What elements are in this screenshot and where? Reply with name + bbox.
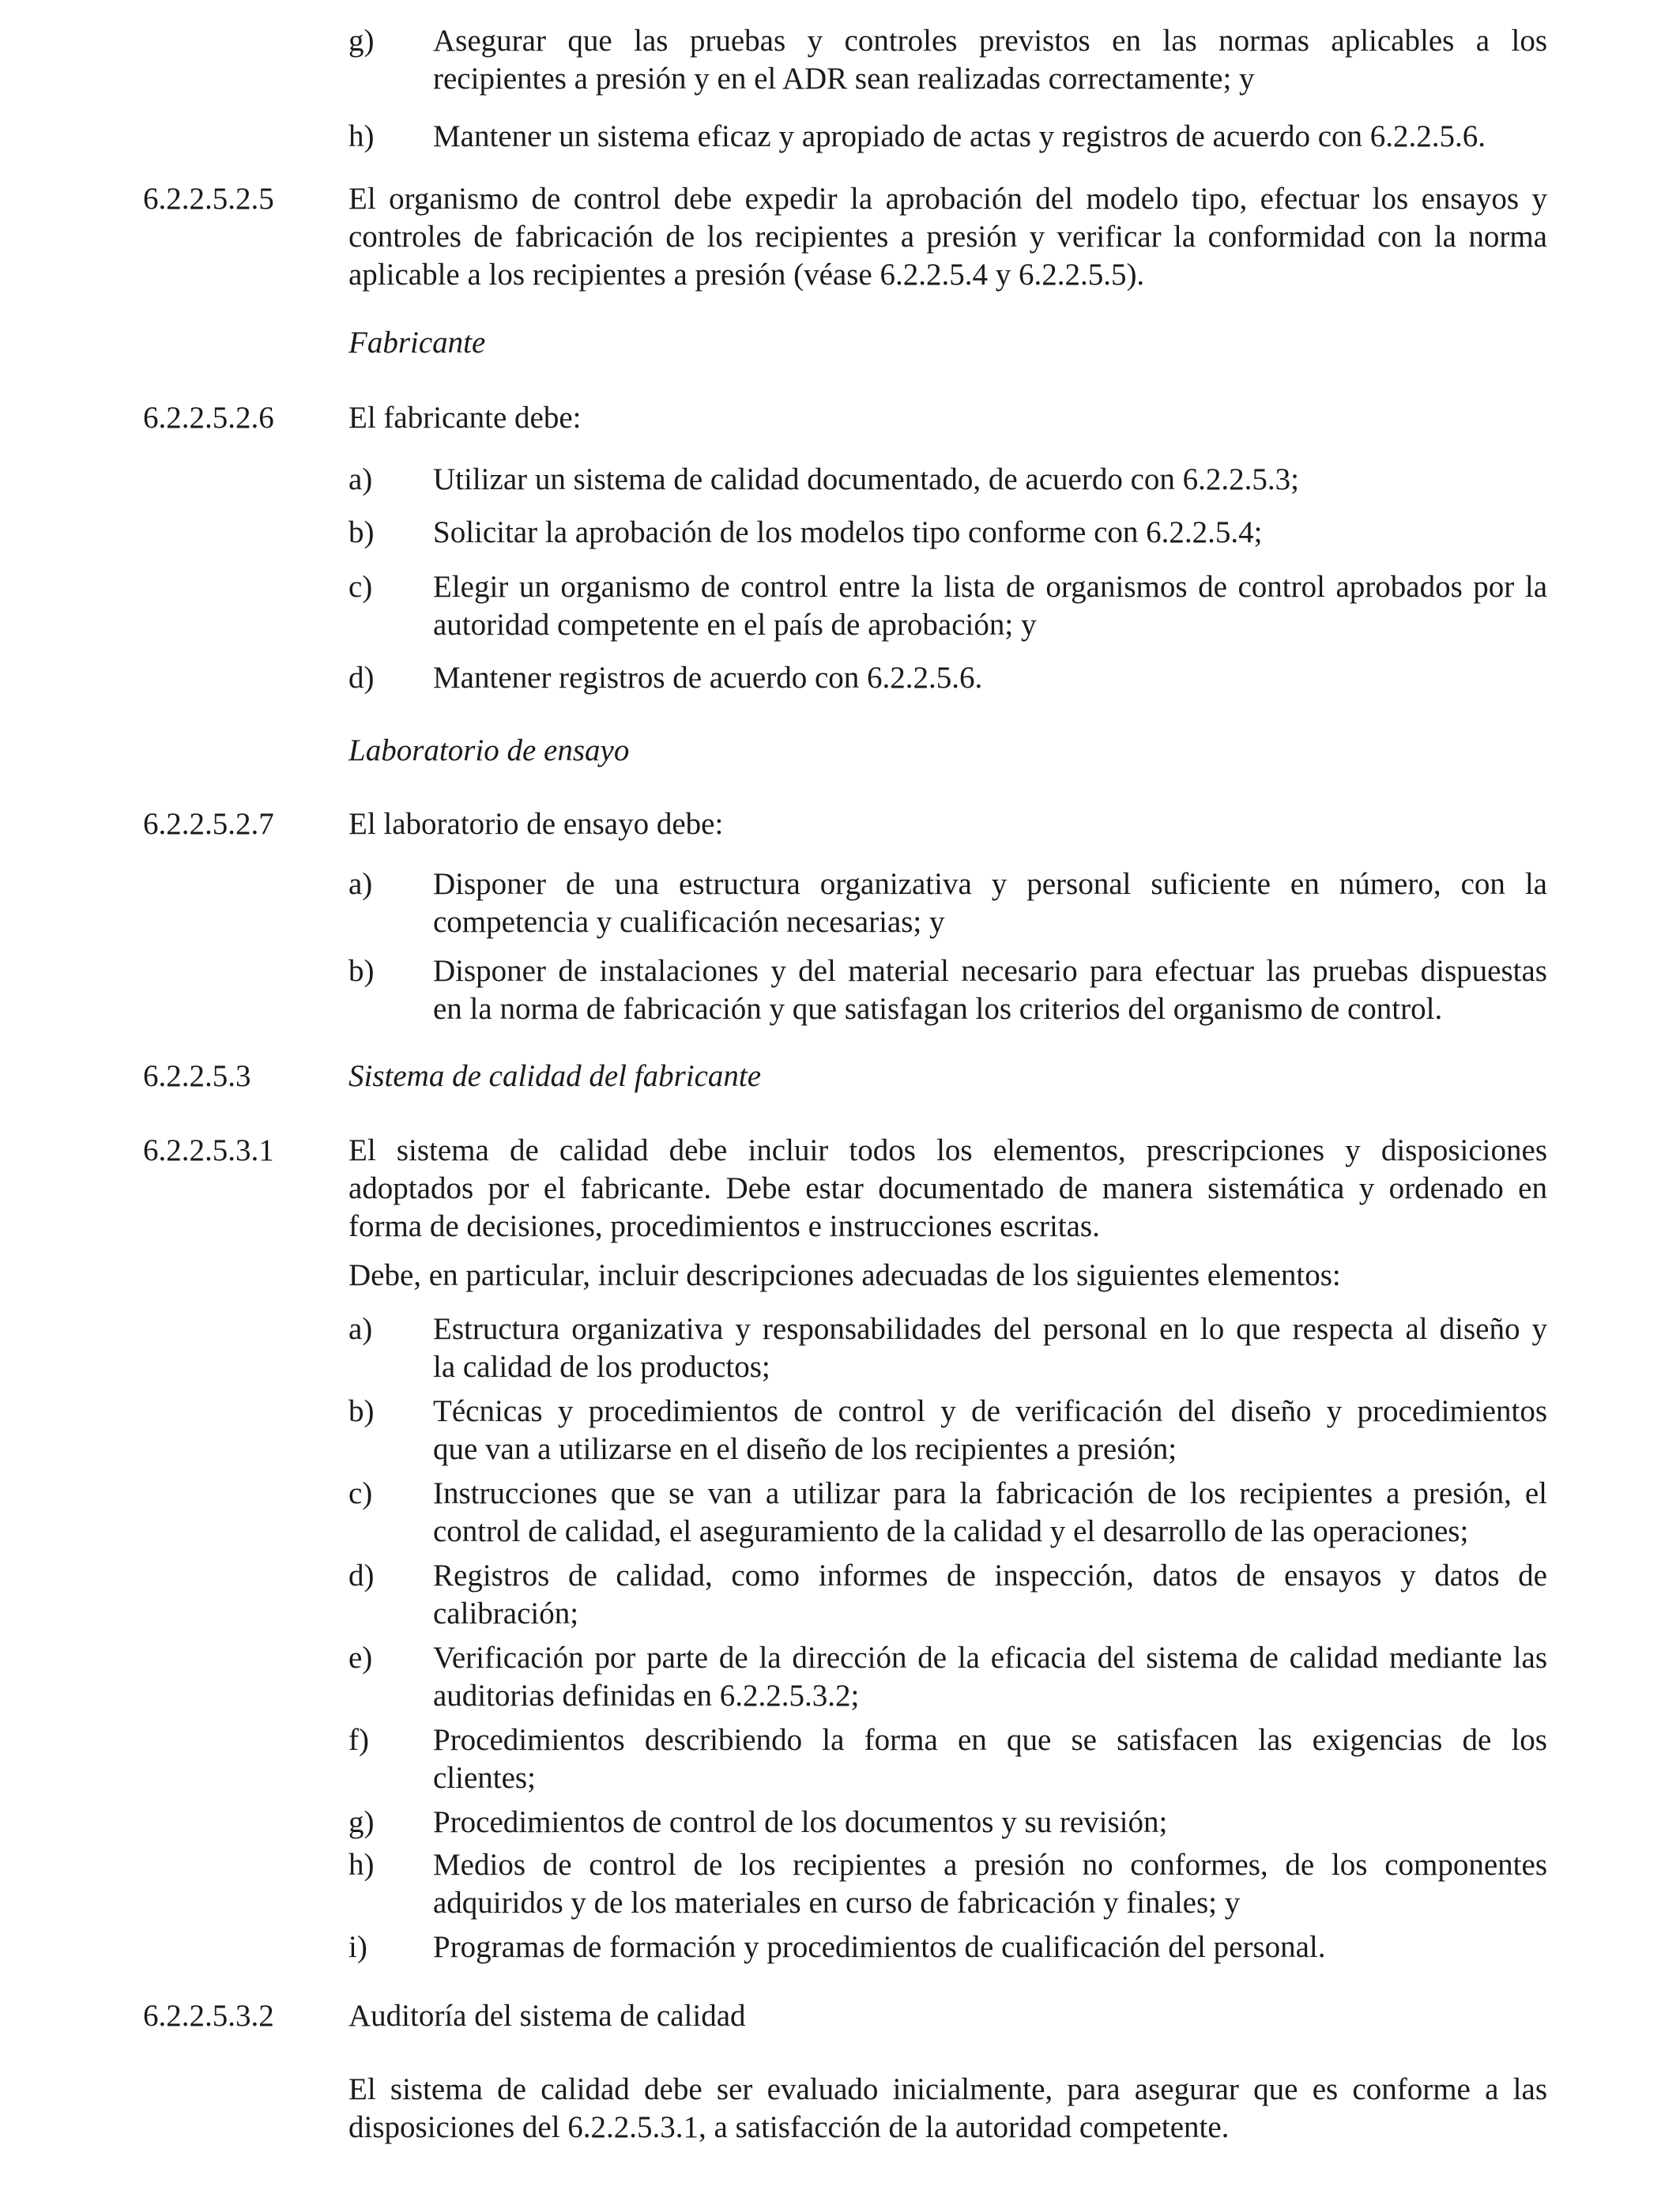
list-text-line: autoridad competente en el país de aprobación; y (433, 608, 1037, 642)
list-label: h) (348, 119, 375, 153)
list-text-line: la calidad de los productos; (433, 1350, 770, 1384)
list-text-line: Registros de calidad, como informes de inspección, datos de ensayos y datos de (433, 1559, 1547, 1593)
list-text-line: clientes; (433, 1761, 536, 1795)
list-text-line: adquiridos y de los materiales en curso de fabricación y finales; y (433, 1886, 1241, 1920)
section-intro: El fabricante debe: (348, 401, 582, 435)
list-text-line: control de calidad, el aseguramiento de la calidad y el desarrollo de las operaciones; (433, 1514, 1469, 1548)
list-text-line: Técnicas y procedimientos de control y de verificación del diseño y procedimientos (433, 1394, 1547, 1428)
list-text-line: Asegurar que las pruebas y controles previstos en las normas aplicables a los (433, 24, 1547, 58)
list-text-line: que van a utilizarse en el diseño de los recipientes a presión; (433, 1432, 1177, 1466)
list-label: f) (348, 1723, 369, 1757)
list-label: b) (348, 515, 375, 549)
list-text-line: Utilizar un sistema de calidad documentado, de acuerdo con 6.2.2.5.3; (433, 462, 1299, 496)
list-label: g) (348, 24, 375, 58)
section-paragraph (348, 180, 1547, 294)
list-label: b) (348, 954, 375, 988)
list-text-line: Procedimientos describiendo la forma en que se satisfacen las exigencias de los (433, 1723, 1547, 1757)
list-text-line: recipientes a presión y en el ADR sean realizadas correctamente; y (433, 62, 1255, 96)
section-paragraph (348, 2071, 1547, 2147)
list-text-line: calibración; (433, 1596, 579, 1630)
paragraph-line: adoptados por el fabricante. Debe estar documentado de manera sistemática y ordenado en (348, 1171, 1547, 1205)
section-number: 6.2.2.5.3.1 (143, 1133, 274, 1167)
list-text-line: Instrucciones que se van a utilizar para la fabricación de los recipientes a presión, el (433, 1476, 1547, 1510)
list-text-line: Medios de control de los recipientes a presión no conformes, de los componentes (433, 1848, 1547, 1882)
list-label: a) (348, 462, 373, 496)
list-label: c) (348, 1476, 373, 1510)
paragraph-line: El sistema de calidad debe ser evaluado inicialmente, para asegurar que es conforme a las (348, 2072, 1547, 2106)
list-text-line: Estructura organizativa y responsabilidades del personal en lo que respecta al diseño y (433, 1312, 1547, 1346)
list-text-line: Solicitar la aprobación de los modelos tipo conforme con 6.2.2.5.4; (433, 515, 1263, 549)
list-text-line: Mantener registros de acuerdo con 6.2.2.5.6. (433, 661, 983, 695)
list-text-line: Disponer de instalaciones y del material necesario para efectuar las pruebas dispuestas (433, 954, 1547, 988)
list-text-line: competencia y cualificación necesarias; y (433, 905, 945, 939)
section-title: Sistema de calidad del fabricante (348, 1059, 762, 1093)
subheading-fabricante: Fabricante (348, 326, 486, 360)
list-text-line: en la norma de fabricación y que satisfagan los criterios del organismo de control. (433, 992, 1443, 1026)
section-intro: Debe, en particular, incluir descripciones adecuadas de los siguientes elementos: (348, 1258, 1341, 1292)
paragraph-line: disposiciones del 6.2.2.5.3.1, a satisfacción de la autoridad competente. (348, 2110, 1230, 2144)
list-label: g) (348, 1805, 375, 1839)
list-label: e) (348, 1641, 373, 1675)
section-number: 6.2.2.5.3 (143, 1059, 251, 1093)
list-text-line: Disponer de una estructura organizativa y personal suficiente en número, con la (433, 867, 1547, 901)
list-text-line: Procedimientos de control de los documentos y su revisión; (433, 1805, 1168, 1839)
list-label: d) (348, 661, 375, 695)
section-paragraph (348, 1132, 1547, 1246)
paragraph-line: controles de fabricación de los recipientes a presión y verificar la conformidad con la norma (348, 220, 1547, 254)
paragraph-line: forma de decisiones, procedimientos e instrucciones escritas. (348, 1209, 1100, 1243)
list-label: b) (348, 1394, 375, 1428)
list-label: i) (348, 1930, 367, 1964)
section-intro: El laboratorio de ensayo debe: (348, 807, 724, 841)
section-number: 6.2.2.5.2.6 (143, 401, 274, 435)
section-number: 6.2.2.5.2.7 (143, 807, 274, 841)
paragraph-line: aplicable a los recipientes a presión (véase 6.2.2.5.4 y 6.2.2.5.5). (348, 258, 1145, 292)
list-label: h) (348, 1848, 375, 1882)
list-text-line: Programas de formación y procedimientos de cualificación del personal. (433, 1930, 1326, 1964)
list-label: d) (348, 1559, 375, 1593)
list-label: c) (348, 570, 373, 604)
subheading-laboratorio: Laboratorio de ensayo (348, 733, 630, 767)
section-number: 6.2.2.5.3.2 (143, 1999, 274, 2033)
paragraph-line: El sistema de calidad debe incluir todos los elementos, prescripciones y disposiciones (348, 1133, 1547, 1167)
list-label: a) (348, 1312, 373, 1346)
list-text-line: Elegir un organismo de control entre la lista de organismos de control aprobados por la (433, 570, 1547, 604)
list-label: a) (348, 867, 373, 901)
list-text-line: Mantener un sistema eficaz y apropiado de actas y registros de acuerdo con 6.2.2.5.6. (433, 119, 1486, 153)
paragraph-line: El organismo de control debe expedir la aprobación del modelo tipo, efectuar los ensayos y (348, 182, 1547, 216)
list-text-line: auditorias definidas en 6.2.2.5.3.2; (433, 1679, 860, 1713)
list-text-line: Verificación por parte de la dirección de la eficacia del sistema de calidad mediante las (433, 1641, 1547, 1675)
section-title: Auditoría del sistema de calidad (348, 1999, 746, 2033)
section-number: 6.2.2.5.2.5 (143, 182, 274, 216)
